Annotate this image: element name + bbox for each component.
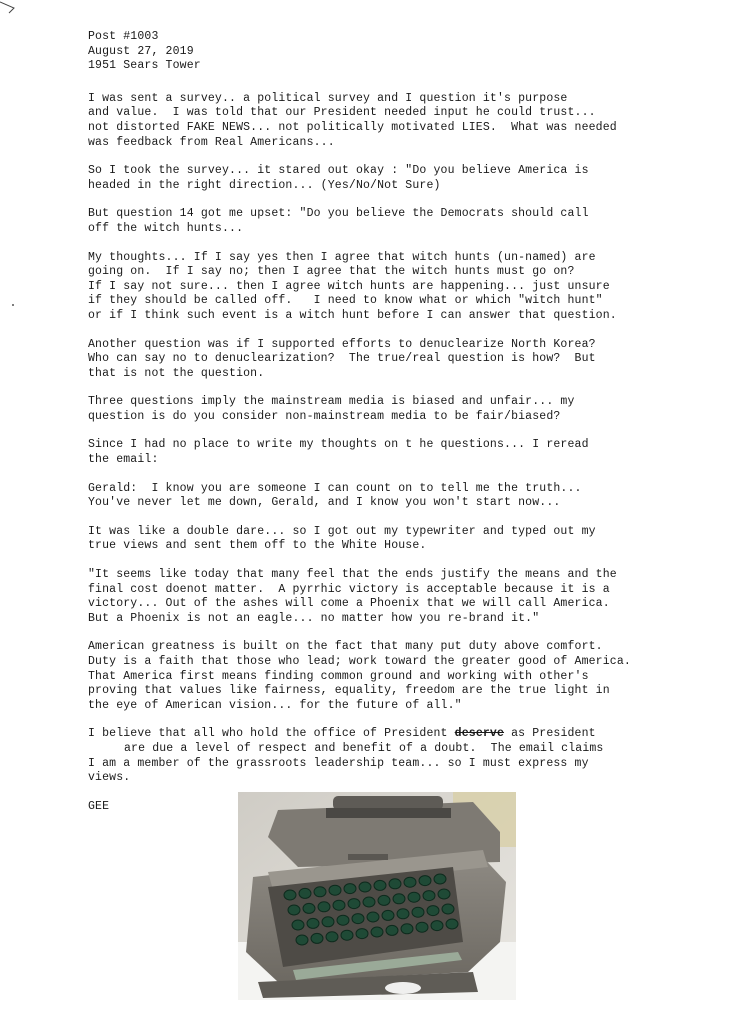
letter-body bbox=[88, 92, 688, 714]
typewriter-key bbox=[397, 909, 409, 919]
closing-line-1-b: as President bbox=[504, 727, 596, 741]
text-line: But a Phoenix is not an eagle... no matter how you re-brand it." bbox=[88, 611, 540, 625]
typewriter-key bbox=[303, 903, 315, 913]
text-line: Three questions imply the mainstream media is biased and unfair... my bbox=[88, 395, 575, 409]
typewriter-key bbox=[408, 892, 420, 902]
text-line: going on. If I say no; then I agree that the witch hunts must go on? bbox=[88, 265, 575, 279]
text-line: My thoughts... If I say yes then I agree that witch hunts (un-named) are bbox=[88, 250, 596, 264]
text-line: or if I think such event is a witch hunt before I can answer that question. bbox=[88, 308, 617, 322]
typewriter-key bbox=[371, 927, 383, 937]
typewriter-key bbox=[431, 921, 443, 931]
typewriter-key bbox=[446, 919, 458, 929]
typewriter-key bbox=[423, 891, 435, 901]
typewriter-key bbox=[386, 925, 398, 935]
typewriter-key bbox=[314, 887, 326, 897]
closing-line-1 bbox=[88, 727, 688, 742]
text-line: Another question was if I supported efforts to denuclearize North Korea? bbox=[88, 337, 596, 351]
typewriter-key bbox=[352, 914, 364, 924]
text-line: was feedback from Real Americans... bbox=[88, 135, 335, 149]
letter-paragraph bbox=[88, 251, 688, 324]
typewriter-key bbox=[326, 932, 338, 942]
closing-line-3: I am a member of the grassroots leadership team... so I must express my bbox=[88, 756, 589, 770]
typewriter-key bbox=[337, 915, 349, 925]
typewriter-photo bbox=[238, 792, 516, 1000]
letter-paragraph bbox=[88, 338, 688, 382]
typewriter-key bbox=[389, 879, 401, 889]
text-line: the eye of American vision... for the future of all." bbox=[88, 698, 462, 712]
typewriter-key bbox=[318, 902, 330, 912]
typewriter-key bbox=[393, 894, 405, 904]
text-line: the email: bbox=[88, 453, 159, 467]
typewriter-key bbox=[311, 933, 323, 943]
typewriter-key bbox=[292, 920, 304, 930]
text-line: final cost doenot matter. A pyrrhic victory is acceptable because it is a bbox=[88, 582, 610, 596]
typewriter-key bbox=[412, 907, 424, 917]
text-line: If I say not sure... then I agree witch hunts are happening... just unsure bbox=[88, 279, 610, 293]
letter-address: 1951 Sears Tower bbox=[88, 59, 201, 73]
typewriter-key bbox=[442, 904, 454, 914]
letter-paragraph bbox=[88, 568, 688, 626]
letter-paragraph bbox=[88, 438, 688, 467]
post-number: Post #1003 bbox=[88, 30, 159, 43]
typewriter-key bbox=[359, 882, 371, 892]
text-line: That America first means finding common ground and working with other's bbox=[88, 669, 589, 683]
typewriter-key bbox=[438, 889, 450, 899]
text-line: Since I had no place to write my thoughts on t he questions... I reread bbox=[88, 438, 589, 452]
letter-date: August 27, 2019 bbox=[88, 44, 194, 58]
letter-paragraph bbox=[88, 207, 688, 236]
typewriter-icon bbox=[238, 792, 516, 1000]
typewriter-key bbox=[374, 880, 386, 890]
typewriter-key bbox=[307, 918, 319, 928]
letter-paragraph bbox=[88, 640, 688, 713]
typewriter-key bbox=[419, 876, 431, 886]
letter-paragraph bbox=[88, 395, 688, 424]
closing-line-1-a: I believe that all who hold the office of President bbox=[88, 727, 455, 741]
text-line: I was sent a survey.. a political survey and I question it's purpose bbox=[88, 91, 568, 105]
closing-line-4: views. bbox=[88, 771, 131, 785]
corner-mark bbox=[0, 0, 18, 14]
typewriter-key bbox=[322, 917, 334, 927]
typewriter-key bbox=[378, 895, 390, 905]
text-line: So I took the survey... it stared out okay : "Do you believe America is bbox=[88, 164, 589, 178]
text-line: proving that values like fairness, equality, freedom are the true light in bbox=[88, 684, 610, 698]
typewriter-key bbox=[299, 888, 311, 898]
closing-line-2: are due a level of respect and benefit of a doubt. The email claims bbox=[124, 741, 604, 755]
typewriter-key bbox=[382, 910, 394, 920]
text-line: Gerald: I know you are someone I can count on to tell me the truth... bbox=[88, 481, 582, 495]
typewriter-key bbox=[348, 899, 360, 909]
text-line: and value. I was told that our President needed input he could trust... bbox=[88, 106, 596, 120]
signature: GEE bbox=[88, 799, 110, 813]
typewriter-key bbox=[333, 900, 345, 910]
text-line: American greatness is built on the fact that many put duty above comfort. bbox=[88, 640, 603, 654]
struck-word: deserve bbox=[454, 727, 505, 741]
letter-paragraph bbox=[88, 92, 688, 150]
typewriter-key bbox=[416, 922, 428, 932]
typed-letter bbox=[88, 30, 688, 814]
text-line: off the witch hunts... bbox=[88, 221, 244, 235]
typewriter-key bbox=[329, 885, 341, 895]
letter-paragraph bbox=[88, 164, 688, 193]
typewriter-key bbox=[296, 935, 308, 945]
typewriter-key bbox=[434, 874, 446, 884]
text-line: Who can say no to denuclearization? The true/real question is how? But bbox=[88, 352, 596, 366]
text-line: headed in the right direction... (Yes/No/Not Sure) bbox=[88, 178, 441, 192]
typewriter-key bbox=[284, 890, 296, 900]
text-line: not distorted FAKE NEWS... not politically motivated LIES. What was needed bbox=[88, 120, 617, 134]
text-line: if they should be called off. I need to know what or which "witch hunt" bbox=[88, 294, 603, 308]
text-line: that is not the question. bbox=[88, 366, 265, 380]
typewriter-key bbox=[341, 930, 353, 940]
text-line: "It seems like today that many feel that the ends justify the means and the bbox=[88, 568, 617, 582]
letter-paragraph bbox=[88, 525, 688, 554]
typewriter-key bbox=[367, 912, 379, 922]
text-line: Duty is a faith that those who lead; work toward the greater good of America. bbox=[88, 655, 631, 668]
text-line: But question 14 got me upset: "Do you believe the Democrats should call bbox=[88, 207, 589, 221]
closing-paragraph bbox=[88, 727, 688, 785]
text-line: victory... Out of the ashes will come a Phoenix that we will call America. bbox=[88, 597, 610, 611]
typewriter-key bbox=[288, 905, 300, 915]
typewriter-key bbox=[401, 924, 413, 934]
text-line: question is do you consider non-mainstream media to be fair/biased? bbox=[88, 409, 561, 423]
typewriter-key bbox=[356, 929, 368, 939]
text-line: It was like a double dare... so I got out my typewriter and typed out my bbox=[88, 524, 596, 538]
typewriter-key bbox=[363, 897, 375, 907]
letter-paragraph bbox=[88, 482, 688, 511]
text-line: true views and sent them off to the White House. bbox=[88, 539, 427, 553]
typewriter-key bbox=[427, 906, 439, 916]
paper-speck bbox=[12, 304, 14, 306]
letter-header bbox=[88, 30, 688, 74]
typewriter-key bbox=[404, 877, 416, 887]
text-line: You've never let me down, Gerald, and I know you won't start now... bbox=[88, 496, 561, 510]
typewriter-key bbox=[344, 884, 356, 894]
